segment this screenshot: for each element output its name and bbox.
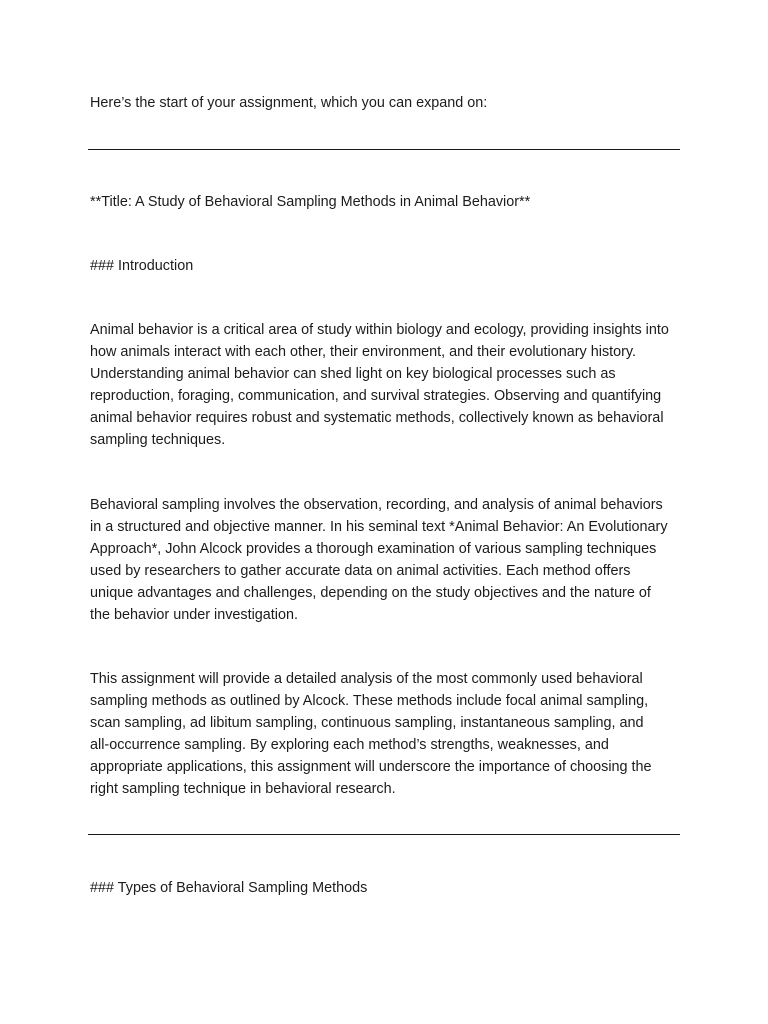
paragraph-line: sampling methods as outlined by Alcock. These methods include focal animal sampling, [90,693,649,709]
paragraph-line: right sampling technique in behavioral research. [90,781,396,797]
horizontal-divider-top [88,149,680,150]
paragraph-line: reproduction, foraging, communication, and survival strategies. Observing and quantifying [90,388,662,404]
types-heading: ### Types of Behavioral Sampling Methods [90,880,368,896]
horizontal-divider-bottom [88,834,680,835]
paragraph-line: appropriate applications, this assignment will underscore the importance of choosing the [90,759,652,775]
paragraph-line: how animals interact with each other, their environment, and their evolutionary history. [90,344,637,360]
paragraph-line: unique advantages and challenges, depending on the study objectives and the nature of [90,585,651,601]
assignment-preface: Here’s the start of your assignment, which you can expand on: [90,95,488,111]
assignment-title: **Title: A Study of Behavioral Sampling Methods in Animal Behavior** [90,194,531,210]
paragraph-line: animal behavior requires robust and systematic methods, collectively known as behavioral [90,410,664,426]
paragraph-line: used by researchers to gather accurate data on animal activities. Each method offers [90,563,631,579]
paragraph-line: the behavior under investigation. [90,607,299,623]
paragraph-line: This assignment will provide a detailed analysis of the most commonly used behavioral [90,671,643,687]
paragraph-line: Behavioral sampling involves the observation, recording, and analysis of animal behaviors [90,497,663,513]
introduction-paragraph-3 [90,668,682,800]
paragraph-line: Animal behavior is a critical area of study within biology and ecology, providing insights into [90,322,669,338]
paragraph-line: all-occurrence sampling. By exploring each method’s strengths, weaknesses, and [90,737,609,753]
paragraph-line: Understanding animal behavior can shed light on key biological processes such as [90,366,616,382]
paragraph-line: Approach*, John Alcock provides a thorough examination of various sampling techniques [90,541,657,557]
introduction-paragraph-1 [90,319,682,451]
introduction-heading: ### Introduction [90,258,194,274]
paragraph-line: in a structured and objective manner. In his seminal text *Animal Behavior: An Evolutionary [90,519,668,535]
paragraph-line: scan sampling, ad libitum sampling, continuous sampling, instantaneous sampling, and [90,715,644,731]
introduction-paragraph-2 [90,494,682,626]
paragraph-line: sampling techniques. [90,432,226,448]
